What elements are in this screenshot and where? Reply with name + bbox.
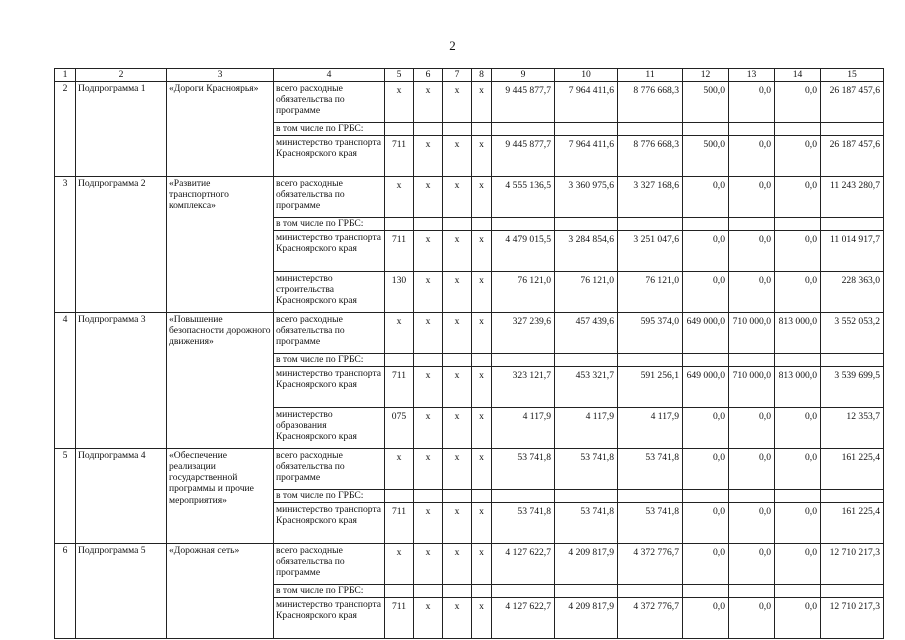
value-c13-cell: 0,0 <box>729 598 775 639</box>
value-c5-cell: х <box>385 177 414 218</box>
row-number-cell: 4 <box>55 313 76 449</box>
value-c5-cell: х <box>385 449 414 490</box>
empty-cell <box>555 490 618 503</box>
value-c8-cell: х <box>472 313 492 354</box>
empty-cell <box>385 585 414 598</box>
value-c14-cell: 0,0 <box>775 503 821 544</box>
empty-cell <box>729 123 775 136</box>
ministry-name-cell: министерство транспорта Красноярского края <box>274 503 385 544</box>
value-c12-cell: 0,0 <box>683 503 729 544</box>
empty-cell <box>618 585 683 598</box>
value-c9-cell: 327 239,6 <box>492 313 555 354</box>
subprogram-total-row <box>55 82 884 123</box>
value-c9-cell: 9 445 877,7 <box>492 136 555 177</box>
value-c15-cell: 228 363,0 <box>821 272 884 313</box>
obligation-description-cell: всего расходные обязательства по программе <box>274 544 385 585</box>
value-c5-cell: 711 <box>385 231 414 272</box>
empty-cell <box>385 123 414 136</box>
empty-cell <box>775 585 821 598</box>
subprogram-name-cell: Подпрограмма 2 <box>76 177 167 313</box>
value-c14-cell: 0,0 <box>775 272 821 313</box>
subprogram-total-row <box>55 449 884 490</box>
ministry-name-cell: министерство транспорта Красноярского края <box>274 598 385 639</box>
value-c7-cell: х <box>443 82 472 123</box>
ministry-name-cell: министерство строительства Красноярского края <box>274 272 385 313</box>
empty-cell <box>385 490 414 503</box>
column-number-cell: 6 <box>414 69 443 82</box>
grbs-subheading-cell: в том числе по ГРБС: <box>274 354 385 367</box>
value-c11-cell: 4 372 776,7 <box>618 544 683 585</box>
value-c13-cell: 0,0 <box>729 177 775 218</box>
value-c8-cell: х <box>472 449 492 490</box>
empty-cell <box>821 585 884 598</box>
column-number-cell: 5 <box>385 69 414 82</box>
value-c6-cell: х <box>414 503 443 544</box>
value-c11-cell: 4 117,9 <box>618 408 683 449</box>
value-c8-cell: х <box>472 503 492 544</box>
value-c11-cell: 595 374,0 <box>618 313 683 354</box>
empty-cell <box>492 585 555 598</box>
value-c11-cell: 4 372 776,7 <box>618 598 683 639</box>
value-c8-cell: х <box>472 367 492 408</box>
value-c15-cell: 12 710 217,3 <box>821 544 884 585</box>
row-number-cell: 5 <box>55 449 76 544</box>
empty-cell <box>821 123 884 136</box>
empty-cell <box>472 354 492 367</box>
subprogram-total-row <box>55 313 884 354</box>
value-c8-cell: х <box>472 544 492 585</box>
empty-cell <box>414 585 443 598</box>
value-c9-cell: 4 127 622,7 <box>492 544 555 585</box>
value-c10-cell: 76 121,0 <box>555 272 618 313</box>
value-c13-cell: 0,0 <box>729 449 775 490</box>
value-c14-cell: 0,0 <box>775 408 821 449</box>
value-c8-cell: х <box>472 82 492 123</box>
empty-cell <box>775 123 821 136</box>
empty-cell <box>618 218 683 231</box>
value-c9-cell: 4 127 622,7 <box>492 598 555 639</box>
value-c11-cell: 8 776 668,3 <box>618 136 683 177</box>
obligation-description-cell: всего расходные обязательства по программе <box>274 82 385 123</box>
ministry-name-cell: министерство образования Красноярского края <box>274 408 385 449</box>
grbs-subheading-cell: в том числе по ГРБС: <box>274 218 385 231</box>
empty-cell <box>472 585 492 598</box>
subprogram-total-row <box>55 177 884 218</box>
value-c15-cell: 11 243 280,7 <box>821 177 884 218</box>
value-c7-cell: х <box>443 503 472 544</box>
value-c12-cell: 0,0 <box>683 231 729 272</box>
value-c10-cell: 453 321,7 <box>555 367 618 408</box>
value-c6-cell: х <box>414 408 443 449</box>
value-c8-cell: х <box>472 598 492 639</box>
value-c13-cell: 710 000,0 <box>729 313 775 354</box>
value-c7-cell: х <box>443 544 472 585</box>
value-c13-cell: 0,0 <box>729 82 775 123</box>
value-c10-cell: 53 741,8 <box>555 503 618 544</box>
empty-cell <box>414 354 443 367</box>
value-c9-cell: 4 479 015,5 <box>492 231 555 272</box>
empty-cell <box>443 218 472 231</box>
empty-cell <box>683 585 729 598</box>
value-c13-cell: 0,0 <box>729 231 775 272</box>
value-c14-cell: 0,0 <box>775 231 821 272</box>
empty-cell <box>492 354 555 367</box>
value-c15-cell: 161 225,4 <box>821 449 884 490</box>
subprogram-name-cell: Подпрограмма 1 <box>76 82 167 177</box>
value-c12-cell: 0,0 <box>683 449 729 490</box>
value-c7-cell: х <box>443 367 472 408</box>
value-c6-cell: х <box>414 313 443 354</box>
value-c13-cell: 0,0 <box>729 272 775 313</box>
value-c10-cell: 4 209 817,9 <box>555 598 618 639</box>
column-number-cell: 14 <box>775 69 821 82</box>
value-c10-cell: 4 209 817,9 <box>555 544 618 585</box>
value-c15-cell: 11 014 917,7 <box>821 231 884 272</box>
subprogram-total-row <box>55 544 884 585</box>
empty-cell <box>821 490 884 503</box>
value-c11-cell: 53 741,8 <box>618 449 683 490</box>
obligation-description-cell: всего расходные обязательства по программе <box>274 313 385 354</box>
value-c10-cell: 53 741,8 <box>555 449 618 490</box>
obligation-description-cell: всего расходные обязательства по программе <box>274 177 385 218</box>
page-number: 2 <box>449 38 456 53</box>
subprogram-name-cell: Подпрограмма 3 <box>76 313 167 449</box>
value-c12-cell: 500,0 <box>683 136 729 177</box>
empty-cell <box>555 585 618 598</box>
value-c12-cell: 0,0 <box>683 177 729 218</box>
column-number-cell: 12 <box>683 69 729 82</box>
ministry-name-cell: министерство транспорта Красноярского края <box>274 231 385 272</box>
value-c7-cell: х <box>443 313 472 354</box>
value-c5-cell: х <box>385 544 414 585</box>
empty-cell <box>683 218 729 231</box>
empty-cell <box>414 218 443 231</box>
value-c6-cell: х <box>414 177 443 218</box>
empty-cell <box>443 354 472 367</box>
value-c15-cell: 3 552 053,2 <box>821 313 884 354</box>
column-number-cell: 15 <box>821 69 884 82</box>
subprogram-title-cell: «Дорожная сеть» <box>167 544 274 639</box>
value-c14-cell: 813 000,0 <box>775 367 821 408</box>
value-c8-cell: х <box>472 231 492 272</box>
value-c10-cell: 3 284 854,6 <box>555 231 618 272</box>
empty-cell <box>555 218 618 231</box>
value-c6-cell: х <box>414 449 443 490</box>
value-c11-cell: 53 741,8 <box>618 503 683 544</box>
value-c9-cell: 53 741,8 <box>492 449 555 490</box>
value-c5-cell: 075 <box>385 408 414 449</box>
value-c5-cell: х <box>385 313 414 354</box>
value-c12-cell: 500,0 <box>683 82 729 123</box>
value-c14-cell: 813 000,0 <box>775 313 821 354</box>
column-number-cell: 1 <box>55 69 76 82</box>
empty-cell <box>729 218 775 231</box>
column-number-cell: 13 <box>729 69 775 82</box>
empty-cell <box>729 354 775 367</box>
value-c11-cell: 76 121,0 <box>618 272 683 313</box>
row-number-cell: 6 <box>55 544 76 639</box>
value-c14-cell: 0,0 <box>775 449 821 490</box>
empty-cell <box>385 354 414 367</box>
subprogram-name-cell: Подпрограмма 5 <box>76 544 167 639</box>
value-c9-cell: 4 117,9 <box>492 408 555 449</box>
row-number-cell: 3 <box>55 177 76 313</box>
empty-cell <box>472 123 492 136</box>
value-c7-cell: х <box>443 177 472 218</box>
value-c8-cell: х <box>472 272 492 313</box>
empty-cell <box>443 123 472 136</box>
grbs-subheading-cell: в том числе по ГРБС: <box>274 123 385 136</box>
value-c6-cell: х <box>414 231 443 272</box>
column-number-row <box>55 69 884 82</box>
empty-cell <box>443 490 472 503</box>
value-c6-cell: х <box>414 136 443 177</box>
empty-cell <box>414 490 443 503</box>
value-c7-cell: х <box>443 598 472 639</box>
empty-cell <box>821 354 884 367</box>
value-c10-cell: 457 439,6 <box>555 313 618 354</box>
empty-cell <box>775 354 821 367</box>
value-c14-cell: 0,0 <box>775 544 821 585</box>
value-c8-cell: х <box>472 177 492 218</box>
value-c8-cell: х <box>472 408 492 449</box>
subprogram-title-cell: «Повышение безопасности дорожного движения» <box>167 313 274 449</box>
row-number-cell: 2 <box>55 82 76 177</box>
value-c12-cell: 0,0 <box>683 408 729 449</box>
value-c11-cell: 3 327 168,6 <box>618 177 683 218</box>
value-c14-cell: 0,0 <box>775 82 821 123</box>
value-c13-cell: 0,0 <box>729 503 775 544</box>
value-c8-cell: х <box>472 136 492 177</box>
value-c9-cell: 9 445 877,7 <box>492 82 555 123</box>
column-number-cell: 7 <box>443 69 472 82</box>
empty-cell <box>555 354 618 367</box>
empty-cell <box>443 585 472 598</box>
value-c9-cell: 4 555 136,5 <box>492 177 555 218</box>
value-c12-cell: 0,0 <box>683 544 729 585</box>
empty-cell <box>729 490 775 503</box>
subprogram-name-cell: Подпрограмма 4 <box>76 449 167 544</box>
subprogram-title-cell: «Обеспечение реализации государственной программы и прочие мероприятия» <box>167 449 274 544</box>
column-number-cell: 4 <box>274 69 385 82</box>
value-c6-cell: х <box>414 82 443 123</box>
subprogram-title-cell: «Развитие транспортного комплекса» <box>167 177 274 313</box>
value-c5-cell: 711 <box>385 503 414 544</box>
value-c5-cell: 711 <box>385 598 414 639</box>
value-c15-cell: 3 539 699,5 <box>821 367 884 408</box>
value-c14-cell: 0,0 <box>775 136 821 177</box>
empty-cell <box>683 354 729 367</box>
value-c15-cell: 26 187 457,6 <box>821 136 884 177</box>
value-c12-cell: 0,0 <box>683 598 729 639</box>
value-c7-cell: х <box>443 136 472 177</box>
value-c9-cell: 53 741,8 <box>492 503 555 544</box>
value-c11-cell: 591 256,1 <box>618 367 683 408</box>
value-c5-cell: 711 <box>385 367 414 408</box>
column-number-cell: 9 <box>492 69 555 82</box>
empty-cell <box>729 585 775 598</box>
ministry-name-cell: министерство транспорта Красноярского края <box>274 136 385 177</box>
value-c6-cell: х <box>414 272 443 313</box>
value-c15-cell: 12 710 217,3 <box>821 598 884 639</box>
empty-cell <box>618 490 683 503</box>
value-c14-cell: 0,0 <box>775 598 821 639</box>
empty-cell <box>821 218 884 231</box>
empty-cell <box>618 123 683 136</box>
value-c10-cell: 7 964 411,6 <box>555 82 618 123</box>
value-c13-cell: 0,0 <box>729 544 775 585</box>
value-c7-cell: х <box>443 449 472 490</box>
value-c5-cell: 711 <box>385 136 414 177</box>
value-c9-cell: 323 121,7 <box>492 367 555 408</box>
value-c14-cell: 0,0 <box>775 177 821 218</box>
value-c12-cell: 649 000,0 <box>683 313 729 354</box>
value-c15-cell: 12 353,7 <box>821 408 884 449</box>
value-c12-cell: 649 000,0 <box>683 367 729 408</box>
budget-table <box>54 68 884 639</box>
empty-cell <box>414 123 443 136</box>
subprogram-title-cell: «Дороги Красноярья» <box>167 82 274 177</box>
value-c5-cell: 130 <box>385 272 414 313</box>
column-number-cell: 11 <box>618 69 683 82</box>
value-c15-cell: 161 225,4 <box>821 503 884 544</box>
value-c11-cell: 8 776 668,3 <box>618 82 683 123</box>
value-c13-cell: 0,0 <box>729 408 775 449</box>
value-c6-cell: х <box>414 598 443 639</box>
empty-cell <box>385 218 414 231</box>
empty-cell <box>775 490 821 503</box>
value-c6-cell: х <box>414 367 443 408</box>
empty-cell <box>472 218 492 231</box>
value-c6-cell: х <box>414 544 443 585</box>
empty-cell <box>683 123 729 136</box>
value-c12-cell: 0,0 <box>683 272 729 313</box>
value-c10-cell: 3 360 975,6 <box>555 177 618 218</box>
column-number-cell: 3 <box>167 69 274 82</box>
value-c7-cell: х <box>443 408 472 449</box>
empty-cell <box>555 123 618 136</box>
value-c13-cell: 710 000,0 <box>729 367 775 408</box>
empty-cell <box>492 123 555 136</box>
empty-cell <box>492 490 555 503</box>
ministry-name-cell: министерство транспорта Красноярского края <box>274 367 385 408</box>
value-c15-cell: 26 187 457,6 <box>821 82 884 123</box>
value-c5-cell: х <box>385 82 414 123</box>
value-c7-cell: х <box>443 231 472 272</box>
empty-cell <box>472 490 492 503</box>
empty-cell <box>618 354 683 367</box>
obligation-description-cell: всего расходные обязательства по программе <box>274 449 385 490</box>
value-c7-cell: х <box>443 272 472 313</box>
value-c11-cell: 3 251 047,6 <box>618 231 683 272</box>
empty-cell <box>492 218 555 231</box>
value-c10-cell: 7 964 411,6 <box>555 136 618 177</box>
column-number-cell: 10 <box>555 69 618 82</box>
value-c9-cell: 76 121,0 <box>492 272 555 313</box>
column-number-cell: 2 <box>76 69 167 82</box>
empty-cell <box>775 218 821 231</box>
value-c13-cell: 0,0 <box>729 136 775 177</box>
empty-cell <box>683 490 729 503</box>
grbs-subheading-cell: в том числе по ГРБС: <box>274 490 385 503</box>
column-number-cell: 8 <box>472 69 492 82</box>
value-c10-cell: 4 117,9 <box>555 408 618 449</box>
grbs-subheading-cell: в том числе по ГРБС: <box>274 585 385 598</box>
